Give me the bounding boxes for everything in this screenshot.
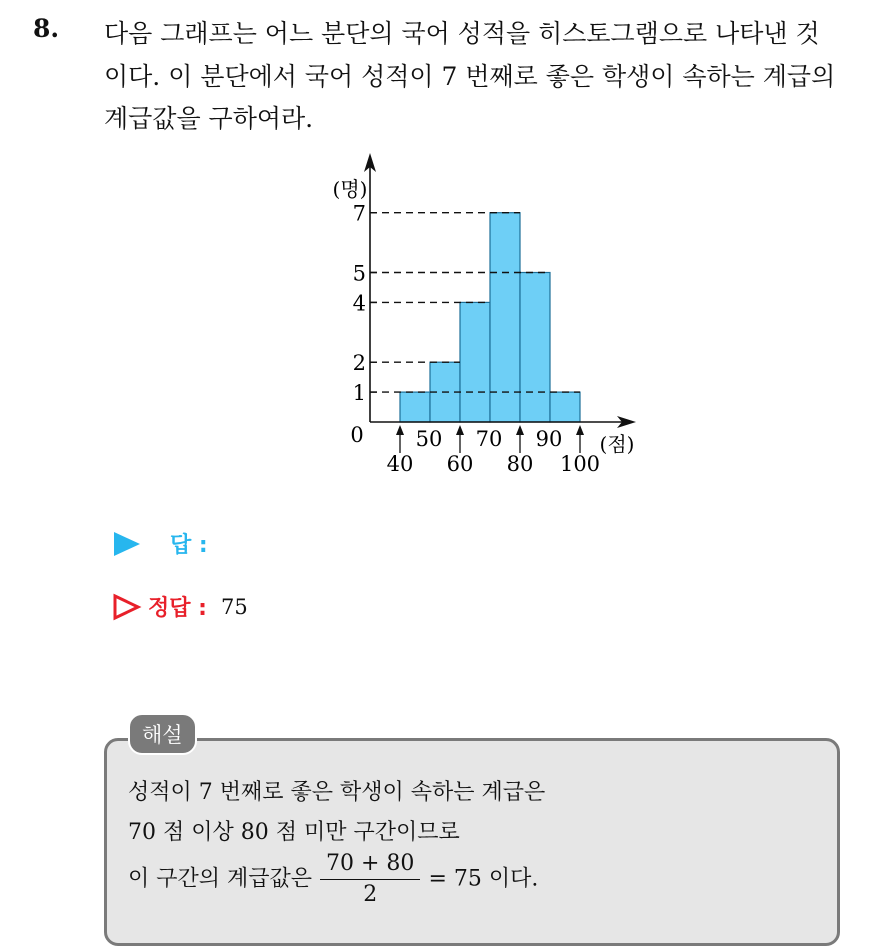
x-tick-label-lower: 80 — [506, 452, 534, 476]
histogram-bar — [460, 302, 490, 422]
y-axis-label: (명) — [332, 177, 368, 201]
boundary-arrow-head — [576, 425, 584, 435]
answer-marker-icon — [112, 530, 142, 558]
x-tick-label-upper: 50 — [415, 427, 443, 451]
answer-label: 답 : — [170, 533, 208, 558]
correct-answer-label: 정답 : — [148, 596, 207, 621]
explanation-line-2: 70 점 이상 80 점 미만 구간이므로 — [128, 820, 460, 845]
question-text-line-3: 계급값을 구하여라. — [104, 104, 314, 133]
y-tick-label: 4 — [352, 291, 366, 316]
explanation-line-1: 성적이 7 번째로 좋은 학생이 속하는 계급은 — [128, 780, 546, 805]
explanation-line-3-prefix: 이 구간의 계급값은 — [128, 866, 313, 892]
x-tick-label-lower: 40 — [386, 452, 414, 476]
question-text-line-2: 이다. 이 분단에서 국어 성적이 7 번째로 좋은 학생이 속하는 계급의 — [104, 62, 836, 91]
histogram-bar — [550, 392, 580, 422]
y-tick-label: 5 — [352, 261, 366, 286]
question-number: 8. — [33, 14, 60, 43]
answer-row — [112, 528, 208, 559]
correct-answer-value: 75 — [220, 594, 248, 619]
boundary-arrow-head — [396, 425, 404, 435]
x-tick-label-upper: 90 — [535, 427, 563, 451]
explanation-tag: 해설 — [128, 713, 197, 755]
explanation-line-3-suffix: = 75 이다. — [428, 866, 539, 892]
x-tick-label-lower: 100 — [559, 452, 601, 476]
boundary-arrow-head — [516, 425, 524, 435]
correct-answer-row — [112, 591, 248, 622]
fraction-numerator: 70 + 80 — [320, 849, 420, 880]
x-tick-label-lower: 60 — [446, 452, 474, 476]
y-tick-label: 7 — [352, 201, 366, 226]
boundary-arrow-head — [456, 425, 464, 435]
explanation-line-3 — [128, 849, 538, 910]
origin-label: 0 — [350, 423, 364, 447]
fraction-denominator: 2 — [363, 882, 378, 907]
y-tick-label: 2 — [352, 351, 366, 376]
histogram-bar — [520, 273, 550, 423]
histogram-bar — [400, 392, 430, 422]
histogram-bar — [490, 213, 520, 422]
correct-answer-marker-icon — [112, 593, 142, 621]
question-text-line-1: 다음 그래프는 어느 분단의 국어 성적을 히스토그램으로 나타낸 것 — [104, 19, 820, 48]
x-tick-label-upper: 70 — [475, 427, 503, 451]
x-axis-label: (점) — [599, 432, 635, 456]
y-tick-label: 1 — [352, 381, 366, 406]
explanation-fraction — [320, 849, 420, 910]
